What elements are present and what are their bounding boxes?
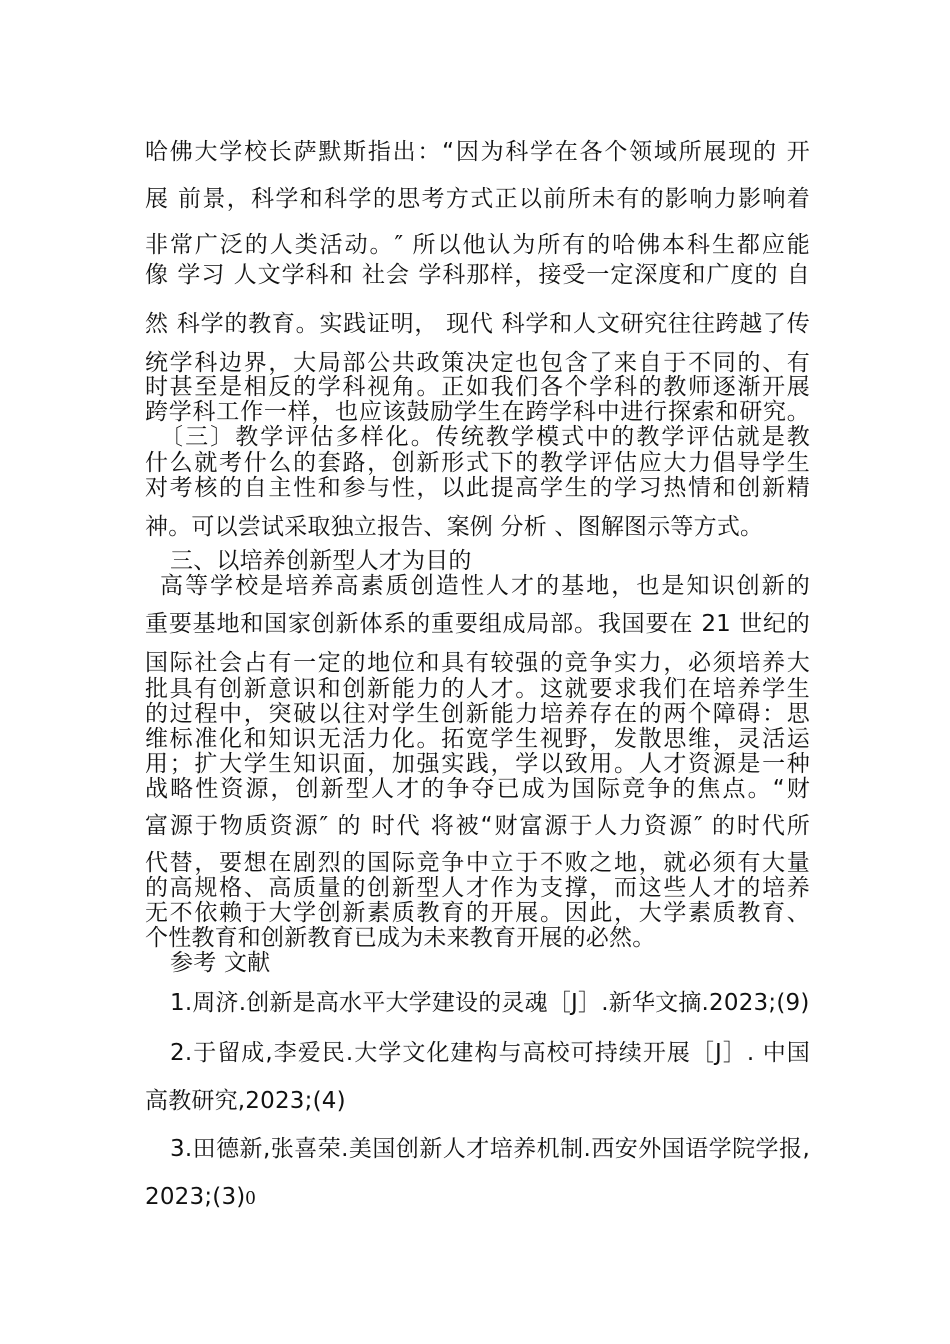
body-text-line: 用；扩大学生知识面，加强实践，学以致用。人才资源是一种 [145,751,810,777]
body-text-line: 时甚至是相反的学科视角。正如我们各个学科的教师逐渐开展 [145,374,810,400]
body-text-line: 统学科边界，大局部公共政策决定也包含了来自于不同的、有 [145,350,810,376]
reference-suffix: 0 [245,1187,256,1209]
body-text-line: 对考核的自主性和参与性，以此提高学生的学习热情和创新精 [145,475,810,501]
body-text-line: 代替，要想在剧烈的国际竞争中立于不败之地，就必须有大量 [145,850,810,876]
body-text-line: 重要基地和国家创新体系的重要组成局部。我国要在 21 世纪的 [145,611,810,637]
section-heading: 三、以培养创新型人才为目的 [170,548,472,574]
body-text-line: 非常广泛的人类活动。″ 所以他认为所有的哈佛本科生都应能 [145,232,810,258]
reference-item: 2.于留成,李爱民.大学文化建构与高校可持续开展［J］. 中国 [170,1040,810,1066]
reference-item-continued [145,1183,256,1212]
body-text-line: 的过程中，突破以往对学生创新能力培养存在的两个障碍：思 [145,701,810,727]
body-text-line: 战略性资源，创新型人才的争夺已成为国际竞争的焦点。“财 [145,776,810,802]
body-text-line: 个性教育和创新教育已成为未来教育开展的必然。 [145,925,656,951]
body-text-line: 什么就考什么的套路，创新形式下的教学评估应大力倡导学生 [145,450,810,476]
body-text-line: 跨学科工作一样，也应该鼓励学生在跨学科中进行探索和研究。 [145,399,810,425]
body-text-line: 的高规格、高质量的创新型人才作为支撑，而这些人才的培养 [145,875,810,901]
body-text-line: 像 学习 人文学科和 社会 学科那样，接受一定深度和广度的 自 [145,262,810,288]
reference-item: 1.周济.创新是高水平大学建设的灵魂［J］.新华文摘.2023;(9) [170,990,810,1016]
body-text-line: 哈佛大学校长萨默斯指出：“因为科学在各个领域所展现的 开 [145,139,810,165]
body-text-line: 国际社会占有一定的地位和具有较强的竞争实力，必须培养大 [145,650,810,676]
body-text-line: 无不依赖于大学创新素质教育的开展。因此，大学素质教育、 [145,900,810,926]
body-text-line: 批具有创新意识和创新能力的人才。这就要求我们在培养学生 [145,676,810,702]
body-text-line: 维标准化和知识无活力化。拓宽学生视野，发散思维，灵活运 [145,726,810,752]
body-text-line: 展 前景，科学和科学的思考方式正以前所未有的影响力影响着 [145,186,810,212]
reference-item-continued: 高教研究,2023;(4) [145,1088,346,1114]
body-text-line: 〔三〕教学评估多样化。传统教学模式中的教学评估就是教 [160,424,810,450]
body-text-line: 高等学校是培养高素质创造性人才的基地，也是知识创新的 [160,573,810,599]
body-text-line: 然 科学的教育。实践证明， 现代 科学和人文研究往往跨越了传 [145,311,810,337]
references-heading: 参考 文献 [170,950,271,976]
body-text-line: 神。可以尝试采取独立报告、案例 分析 、图解图示等方式。 [145,514,764,540]
reference-year: 2023;(3) [145,1184,246,1210]
reference-item: 3.田德新,张喜荣.美国创新人才培养机制.西安外国语学院学报, [170,1136,810,1162]
body-text-line: 富源于物质资源″ 的 时代 将被“财富源于人力资源″ 的时代所 [145,813,810,839]
